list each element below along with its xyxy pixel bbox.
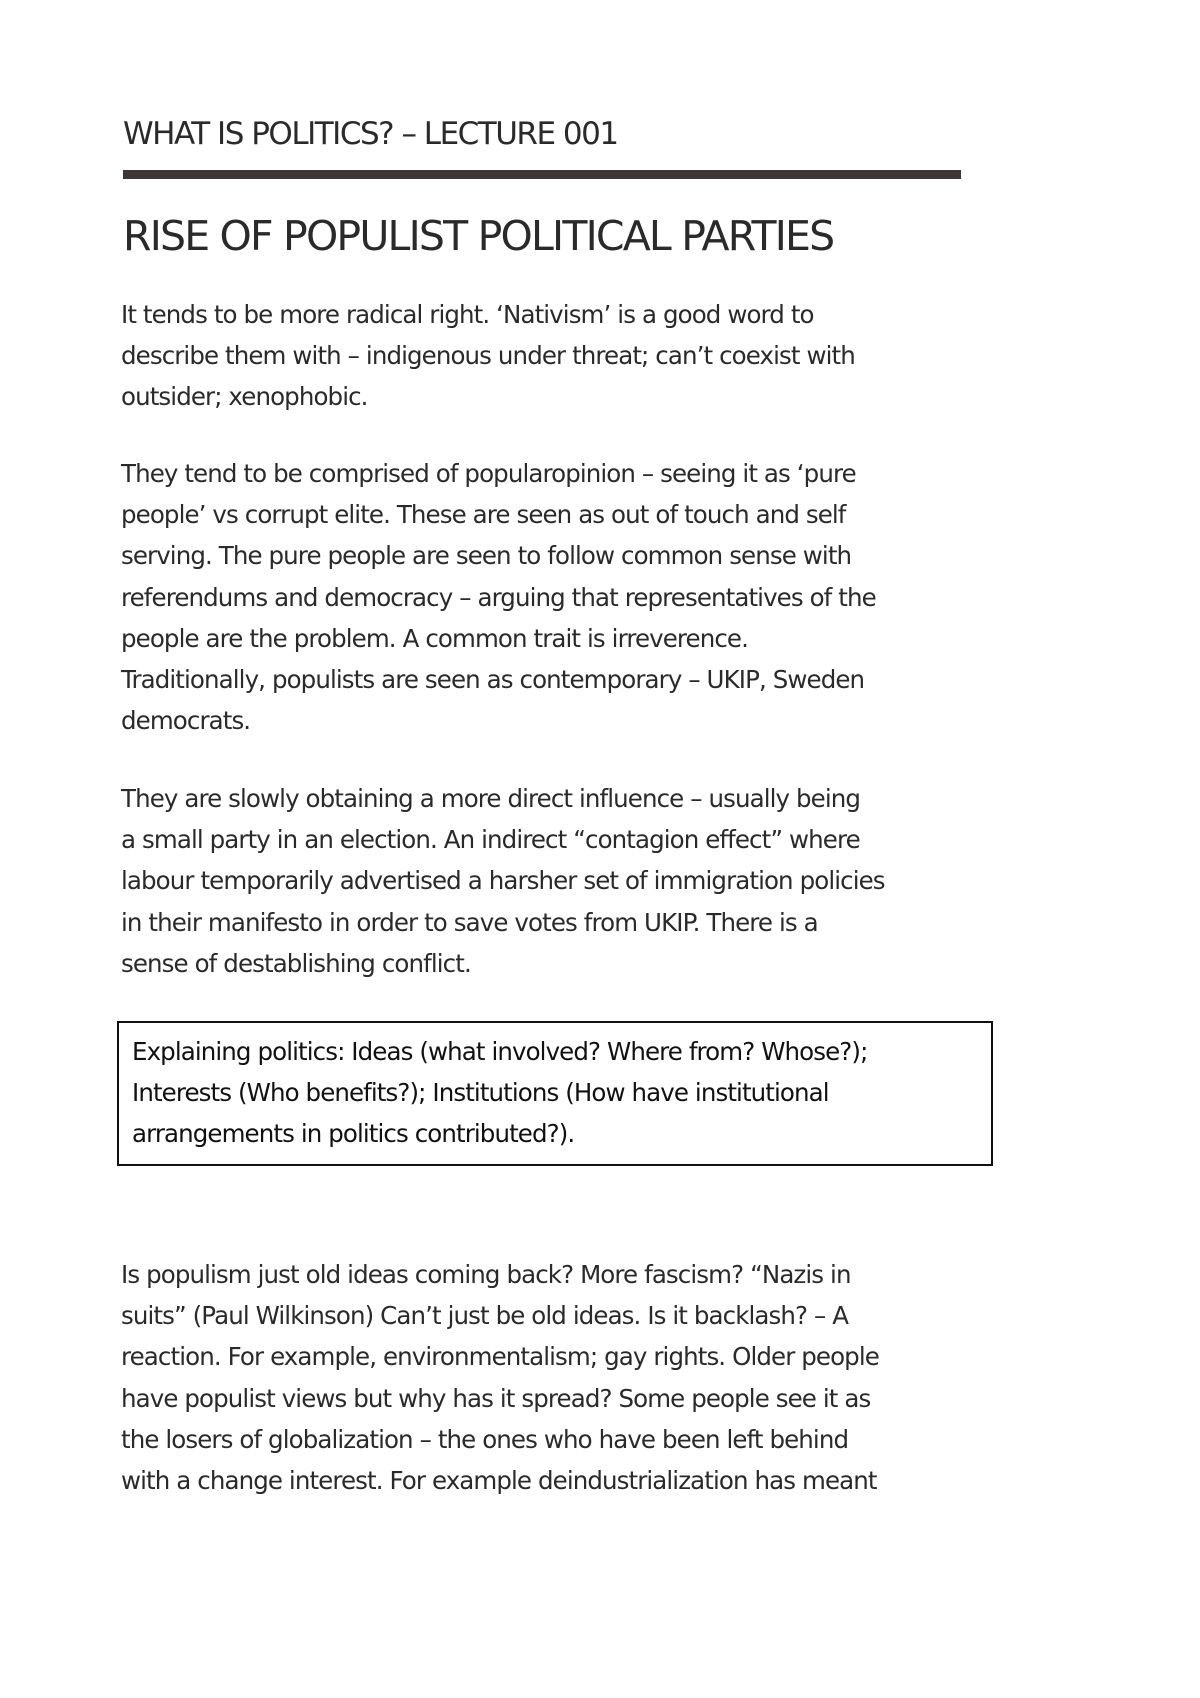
callout-text: Explaining politics: Ideas (what involved? Where from? Whose?); Interests (Who benefits?); Institutions (How have institutional arrangements in politics contributed?).	[132, 1037, 868, 1149]
paragraph-influence: They are slowly obtaining a more direct influence – usually being a small party in an election. An indirect “contagion effect” where labour temporarily advertised a harsher set of immigration policies in their manifesto in order to save votes from UKIP. There is a sense of destablishing conflict.	[121, 784, 885, 978]
paragraph-pure-people: They tend to be comprised of popularopinion – seeing it as ‘pure people’ vs corrupt elite. These are seen as out of touch and self serving. The pure people are seen to follow common sense with referendums and democracy – arguing that representatives of the people are the problem. A common trait is irreverence. Traditionally, populists are seen as contemporary – UKIP, Sweden democrats.	[121, 459, 876, 736]
document-header: WHAT IS POLITICS? – LECTURE 001	[123, 116, 618, 152]
section-title: RISE OF POPULIST POLITICAL PARTIES	[123, 212, 834, 260]
paragraph-old-ideas: Is populism just old ideas coming back? More fascism? “Nazis in suits” (Paul Wilkinson) Can’t just be old ideas. Is it backlash? – A reaction. For example, environmentalism; gay rights. Older people have populist views but why has it spread? Some people see it as the losers of globalization – the ones who have been left behind with a change interest. For example deindustrialization has meant	[121, 1260, 879, 1496]
paragraph-nativism: It tends to be more radical right. ‘Nativism’ is a good word to describe them with – indigenous under threat; can’t coexist with outsider; xenophobic.	[121, 300, 855, 412]
header-divider	[123, 170, 961, 179]
callout-box	[117, 1021, 993, 1166]
